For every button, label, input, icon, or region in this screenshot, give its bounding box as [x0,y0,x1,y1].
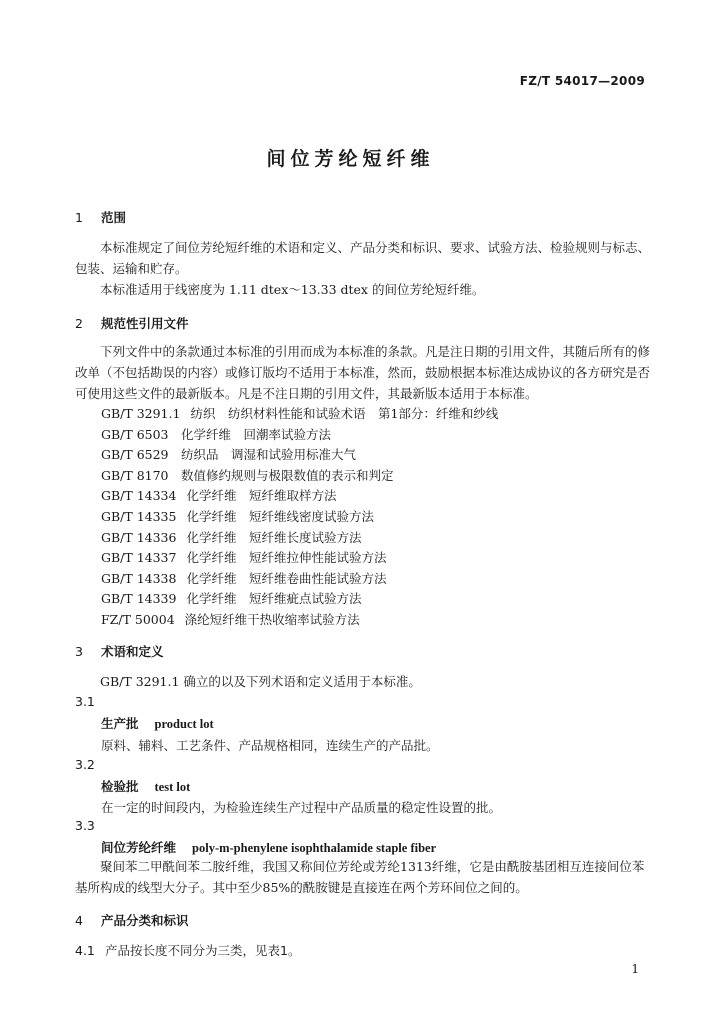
reference-title: 化学纤维 短纤维卷曲性能试验方法 [186,570,387,586]
reference-title: 化学纤维 回潮率试验方法 [181,426,332,442]
term-3-2 [101,777,190,795]
document-title: 间位芳纶短纤维 [266,148,435,170]
reference-title: 纺织 纺织材料性能和试验术语 第1部分：纤维和纱线 [190,406,499,421]
reference-code: GB/T 14339 [101,591,177,607]
reference-title: 纺织品 调湿和试验用标准大气 [181,447,357,463]
section-number: 2 [75,316,83,331]
list-item [101,404,498,425]
section-number: 3 [75,644,83,659]
term-english: test lot [154,780,191,794]
reference-code: GB/T 6503 [101,426,169,442]
list-item [101,528,498,549]
reference-code: FZ/T 50004 [101,611,175,627]
section-1-paragraph-2: 本标准适用于线密度为 1.11 dtex～13.33 dtex 的间位芳纶短纤维。 [100,282,485,297]
list-item [101,486,498,507]
reference-title: 化学纤维 短纤维长度试验方法 [186,529,362,545]
section-number: 1 [75,210,83,225]
section-title: 术语和定义 [101,644,164,659]
section-3-paragraph-1: GB/T 3291.1 确立的以及下列术语和定义适用于本标准。 [100,674,421,689]
term-chinese: 检验批 [101,779,139,794]
term-chinese: 生产批 [101,716,139,731]
term-3-1 [101,714,214,732]
section-title: 范围 [101,210,127,225]
clause-number: 4.1 [75,943,95,958]
term-english: product lot [154,717,214,731]
section-1-heading [75,208,126,226]
section-title: 产品分类和标识 [101,913,189,928]
reference-title: 涤纶短纤维干热收缩率试验方法 [184,611,360,627]
clause-3-2-number: 3.2 [75,757,95,772]
definition-3-3: 聚间苯二甲酰间苯二胺纤维，我国又称间位芳纶或芳纶1313纤维，它是由酰胺基团相互连接间位苯基所构成的线型大分子。其中至少85%的酰胺键是直接连在两个芳环间位之间的。 [75,859,645,895]
term-english: poly-m-phenylene isophthalamide staple fiber [192,841,437,855]
term-chinese: 间位芳纶纤维 [101,840,177,855]
reference-code: GB/T 14336 [101,529,177,545]
list-item [101,548,498,569]
clause-3-3-number: 3.3 [75,818,95,833]
clause-4-1 [75,941,300,959]
list-item [101,507,498,528]
reference-title: 化学纤维 短纤维拉伸性能试验方法 [186,550,387,566]
reference-code: GB/T 6529 [101,447,169,463]
reference-code: GB/T 8170 [101,467,169,483]
reference-title: 数值修约规则与极限数值的表示和判定 [181,467,394,483]
reference-code: GB/T 14335 [101,508,177,524]
list-item [101,425,498,446]
section-2-heading [75,314,189,332]
list-item [101,466,498,487]
reference-code: GB/T 14337 [101,550,177,566]
reference-title: 化学纤维 短纤维取样方法 [186,488,337,504]
section-title: 规范性引用文件 [101,316,189,331]
list-item [101,569,498,590]
definition-3-2: 在一定的时间段内，为检验连续生产过程中产品质量的稳定性设置的批。 [101,800,502,815]
definition-3-1: 原料、辅料、工艺条件、产品规格相同，连续生产的产品批。 [101,738,439,753]
normative-references-list [101,404,498,631]
reference-code: GB/T 14338 [101,570,177,586]
term-3-3 [101,838,436,856]
reference-code: GB/T 3291.1 [101,406,181,421]
list-item [101,589,498,610]
page-number: 1 [631,962,639,976]
reference-title: 化学纤维 短纤维线密度试验方法 [186,508,374,524]
section-2-paragraph-1: 下列文件中的条款通过本标准的引用而成为本标准的条款。凡是注日期的引用文件，其随后所有的修改单（不包括勘误的内容）或修订版均不适用于本标准，然而，鼓励根据本标准达成协议的各方研究是否可使用这些文件的最新版本。凡是不注日期的引用文件，其最新版本适用于本标准。 [75,344,651,401]
section-1-paragraph-1: 本标准规定了间位芳纶短纤维的术语和定义、产品分类和标识、要求、试验方法、检验规则与标志、包装、运输和贮存。 [75,240,651,276]
section-number: 4 [75,913,83,928]
standard-code: FZ/T 54017—2009 [519,74,645,88]
section-4-heading [75,911,189,929]
reference-code: GB/T 14334 [101,488,177,504]
section-3-heading [75,642,164,660]
clause-text: 产品按长度不同分为三类，见表1。 [105,943,301,958]
list-item [101,445,498,466]
list-item [101,610,498,631]
reference-title: 化学纤维 短纤维疵点试验方法 [186,591,362,607]
clause-3-1-number: 3.1 [75,694,95,709]
